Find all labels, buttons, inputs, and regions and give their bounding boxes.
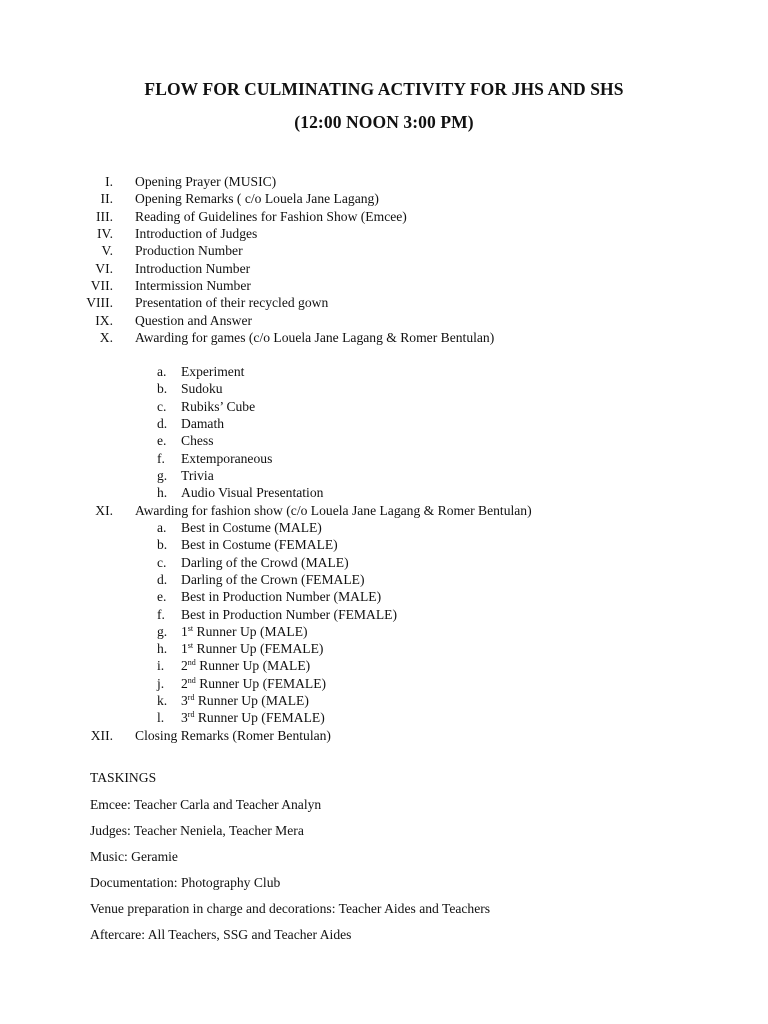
sub-item-letter: a. (157, 520, 167, 535)
ordinal-suffix: nd (187, 675, 196, 685)
program-item-text: Awarding for games (c/o Louela Jane Lagang & Romer Bentulan) (135, 330, 495, 345)
sub-item-text: Audio Visual Presentation (181, 485, 324, 501)
program-item-number: X. (99, 330, 113, 345)
sub-item-text: Best in Costume (MALE) (181, 520, 322, 535)
tasking-item: Emcee: Teacher Carla and Teacher Analyn (90, 797, 322, 812)
ordinal-suffix: st (187, 641, 194, 651)
sub-item-letter: b. (157, 537, 168, 553)
sub-item-letter: k. (157, 693, 168, 708)
sub-item-text: 1st Runner Up (FEMALE) (181, 641, 324, 657)
program-item-text: Intermission Number (135, 278, 251, 293)
sub-item-letter: b. (157, 381, 168, 397)
program-item-number: III. (96, 209, 113, 224)
tasking-item: Judges: Teacher Neniela, Teacher Mera (90, 823, 304, 838)
tasking-item: Documentation: Photography Club (90, 875, 281, 890)
tasking-item: Music: Geramie (90, 849, 178, 864)
program-item-number: VII. (90, 278, 113, 293)
program-item-number: IX. (95, 313, 113, 328)
program-item-number: IV. (97, 226, 113, 241)
tasking-item: Aftercare: All Teachers, SSG and Teacher Aides (90, 927, 352, 942)
program-item-text: Opening Prayer (MUSIC) (135, 174, 277, 189)
ordinal-suffix: rd (187, 710, 195, 720)
sub-item-letter: a. (157, 364, 167, 379)
ordinal-suffix: st (187, 623, 194, 633)
sub-item-text: Experiment (181, 364, 245, 379)
sub-item-letter: h. (157, 485, 168, 501)
sub-item-letter: e. (157, 589, 167, 605)
sub-item-text: 3rd Runner Up (FEMALE) (181, 710, 325, 726)
sub-item-text: Rubiks’ Cube (181, 398, 256, 414)
taskings-heading: TASKINGS (90, 770, 157, 785)
sub-item-text: Darling of the Crown (FEMALE) (181, 571, 365, 587)
program-item-text: Presentation of their recycled gown (135, 295, 329, 310)
program-item-number: VI. (95, 261, 113, 276)
program-item-text: Introduction Number (135, 261, 251, 276)
program-item-text: Reading of Guidelines for Fashion Show (Emcee) (135, 209, 407, 224)
program-item-number: V. (101, 243, 113, 258)
sub-item-letter: c. (157, 398, 167, 414)
sub-item-text: Darling of the Crowd (MALE) (181, 554, 349, 570)
program-item-number: XI. (95, 503, 113, 518)
sub-item-text: Best in Production Number (MALE) (181, 589, 382, 605)
document-title: FLOW FOR CULMINATING ACTIVITY FOR JHS AND SHS (144, 79, 624, 99)
sub-item-text: Best in Production Number (FEMALE) (181, 606, 397, 622)
document-time: (12:00 NOON 3:00 PM) (294, 112, 474, 132)
program-item-text: Question and Answer (135, 313, 253, 328)
ordinal-suffix: rd (187, 693, 195, 702)
sub-item-letter: g. (157, 467, 168, 483)
sub-item-letter: d. (157, 415, 168, 431)
sub-item-letter: i. (157, 658, 165, 674)
sub-item-letter: f. (157, 450, 165, 466)
program-item-text: Production Number (135, 243, 243, 258)
ordinal-suffix: nd (187, 658, 196, 668)
program-item-text: Closing Remarks (Romer Bentulan) (135, 728, 331, 743)
sub-item-text: Chess (181, 433, 214, 449)
sub-item-letter: h. (157, 641, 168, 657)
program-item-number: XII. (90, 728, 113, 743)
sub-item-letter: d. (157, 571, 168, 587)
sub-item-letter: g. (157, 623, 168, 639)
program-item-number: VIII. (86, 295, 113, 310)
tasking-item: Venue preparation in charge and decorations: Teacher Aides and Teachers (90, 901, 491, 916)
program-item-text: Introduction of Judges (135, 226, 258, 241)
program-item-number: I. (105, 174, 113, 189)
sub-item-letter: l. (157, 710, 165, 726)
sub-item-text: 3rd Runner Up (MALE) (181, 693, 309, 708)
sub-item-text: 2nd Runner Up (MALE) (181, 658, 311, 674)
sub-item-text: 2nd Runner Up (FEMALE) (181, 675, 327, 691)
program-item-text: Opening Remarks ( c/o Louela Jane Lagang) (135, 191, 379, 206)
sub-item-text: Trivia (181, 467, 214, 483)
program-item-text: Awarding for fashion show (c/o Louela Jane Lagang & Romer Bentulan) (135, 503, 532, 518)
sub-item-letter: j. (157, 675, 165, 691)
sub-item-text: Best in Costume (FEMALE) (181, 537, 338, 553)
sub-item-letter: c. (157, 554, 167, 570)
sub-item-text: Sudoku (181, 381, 223, 397)
program-item-number: II. (100, 191, 113, 206)
sub-item-text: 1st Runner Up (MALE) (181, 623, 308, 639)
sub-item-text: Damath (181, 415, 225, 431)
sub-item-letter: f. (157, 606, 165, 622)
sub-item-text: Extemporaneous (181, 450, 273, 466)
sub-item-letter: e. (157, 433, 167, 449)
